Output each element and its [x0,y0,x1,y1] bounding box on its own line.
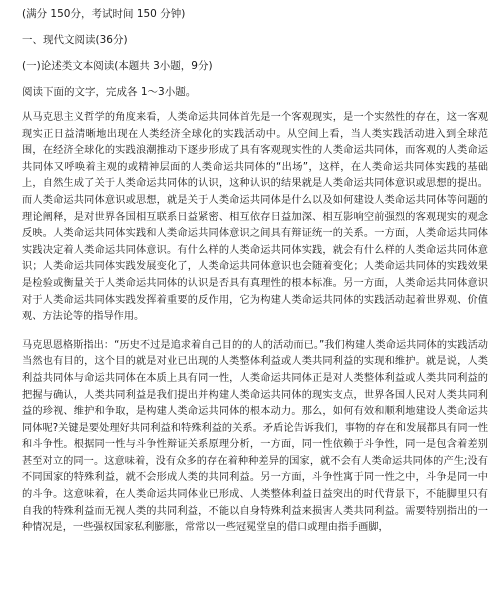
reading-instruction: 阅读下面的文字，完成各 1～3小题。 [22,86,197,98]
exam-info: (满分 150分，考试时间 150 分钟) [22,8,186,20]
section-title: 一、现代文阅读(36分) [22,34,128,46]
passage-paragraph-2: 马克思恩格斯指出：“历史不过是追求着自己目的的人的活动而已。”我们构建人类命运共同体的实践活动当然也有目的，这个目的就是对业已出现的人类整体利益或人类共同利益的实现和维护。就是说，人类利益共同体与命运共同体在本质上具有同一性，人类命运共同体正是对人类整体利益或人类共同利益的把握与确认，人类共同利益是我们提出并构建人类命运共同体的现实支点，世界各国人民对人类共同利益的珍视、维护和争取，是构建人类命运共同体的根本动力。那么，如何有效和顺利地建设人类命运共同体呢?关键是要处理好共同利益和特殊利益的关系。矛盾论告诉我们，事物的存在和发展都具有同一性和斗争性。根据同一性与斗争性辩证关系原理分析，一方面，同一性依赖于斗争性，同一是包含着差别甚至对立的同一。这意味着，没有众多的存在着种种差异的国家，就不会有人类命运共同体的产生;没有不同国家的特殊利益，就不会形成人类的共同利益。另一方面，斗争性寓于同一性之中，斗争是同一中的斗争。这意味着，在人类命运共同体业已形成、人类整体利益日益突出的时代背景下，不能脚里只有自我的特殊利益而无视人类的共同利益，不能以自身特殊利益来损害人类共同利益。需要特别指出的一种情况是，一些强权国家私利膨胀，常常以一些冠冕堂皇的借口或理由指手画脚， [22,339,488,534]
passage-paragraph-1: 从马克思主义哲学的角度来看，人类命运共同体首先是一个客观现实，是一个实然性的存在，这一客观现实正日益清晰地出现在人类经济全球化的实践活动中。从空间上看，当人类实践活动进入到全球范围，在经济全球化的实践浪潮推动下逐步形成了具有客观现实性的人类命运共同体，而客观的人类命运共同体又呼唤着主观的或精神层面的人类命运共同体的“出场”，这样，在人类命运共同体实践的基础上，自然生成了关于人类命运共同体的认识，这种认识的结果就是人类命运共同体意识或思想的提出。而人类命运共同体意识或思想，就是关于人类命运共同体是什么以及如何建设人类命运共同体等问题的理论阐释，是对世界各国相互联系日益紧密、相互依存日益加深、相互影响空前强烈的客观现实的观念反映。人类命运共同体实践和人类命运共同体意识之间具有辩证统一的关系。一方面，人类命运共同体实践决定着人类命运共同体意识。有什么样的人类命运共同体实践，就会有什么样的人类命运共同体意识；人类命运共同体实践发展变化了，人类命运共同体意识也会随着变化；人类命运共同体的实践效果是检验或衡量关于人类命运共同体的认识是否具有真理性的根本标准。另一方面，人类命运共同体意识对于人类命运共同体实践发挥着重要的反作用，它为构建人类命运共同体的实践活动起着世界观、价值观、方法论等的指导作用。 [22,112,488,323]
subsection-title: (一)论述类文本阅读(本题共 3小题，9分) [22,60,213,72]
